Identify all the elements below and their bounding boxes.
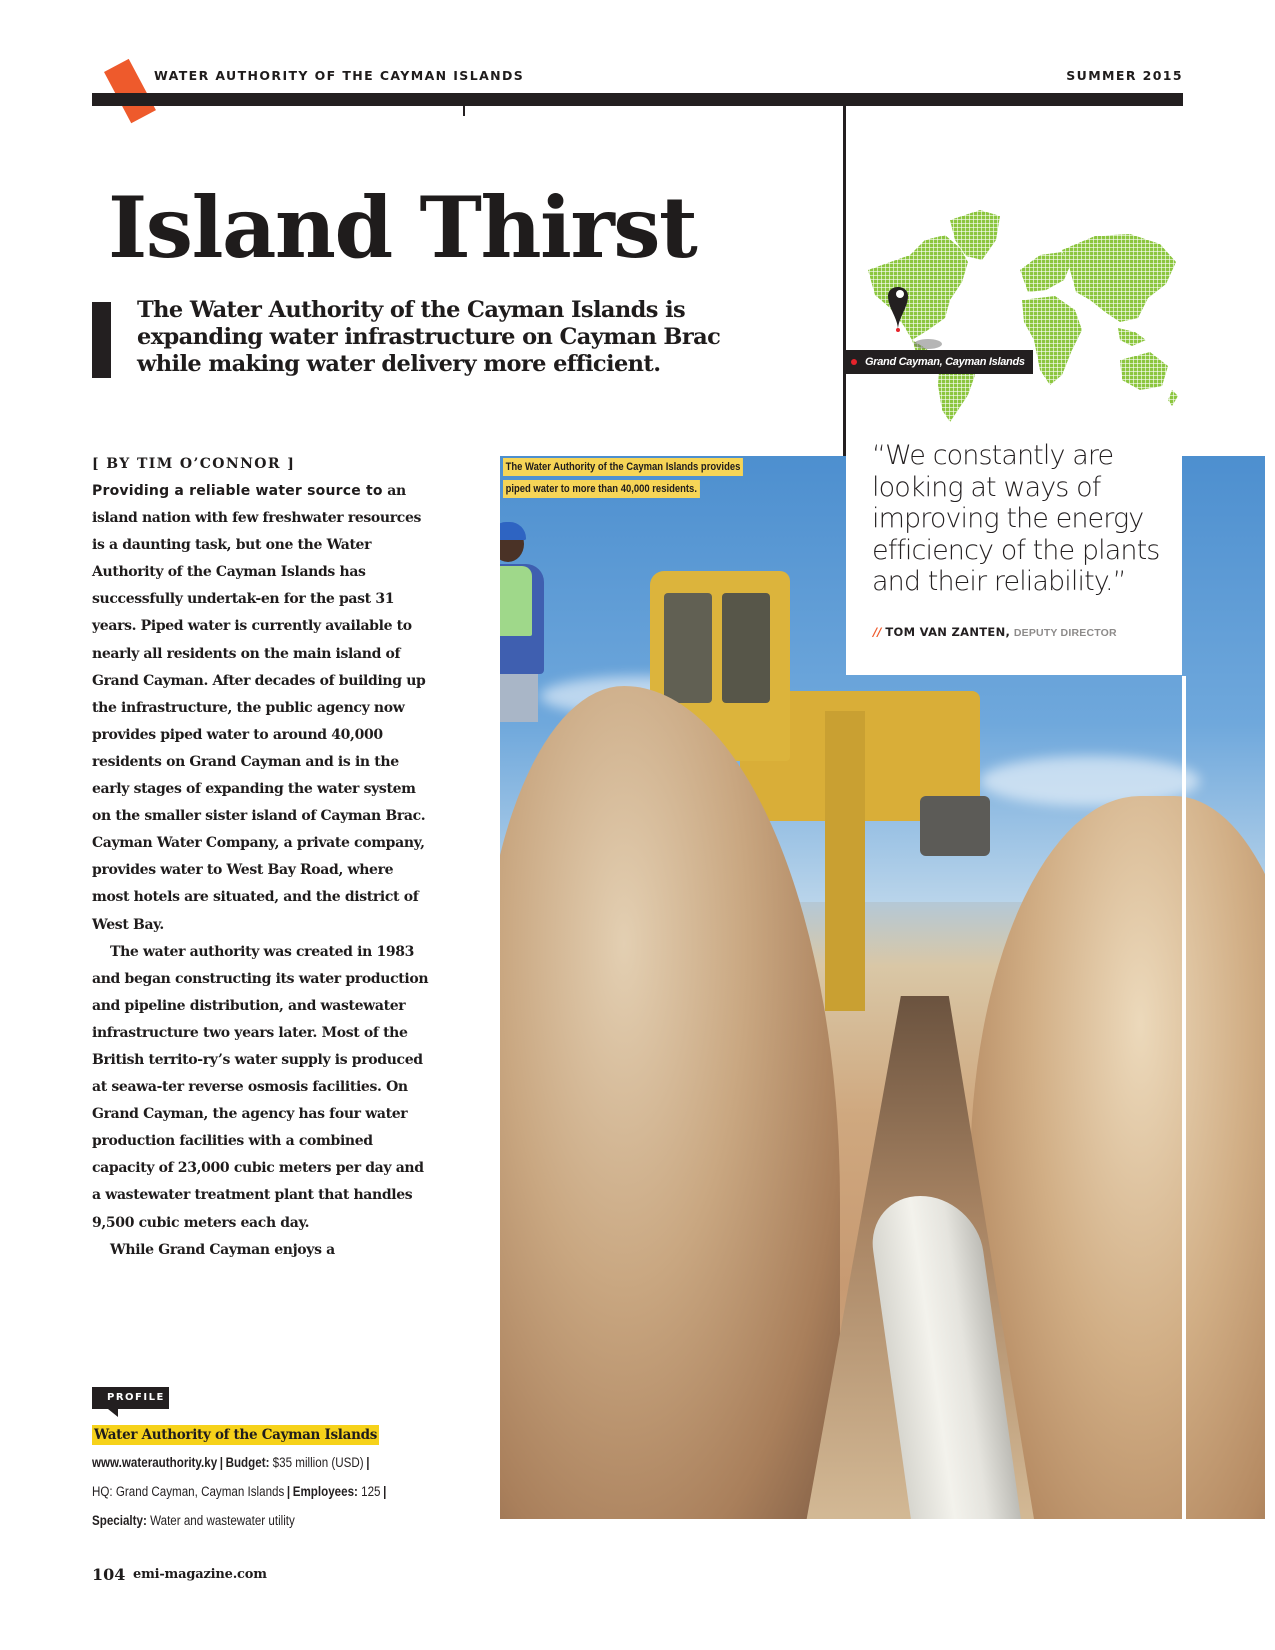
pull-quote-attribution — [873, 625, 1117, 639]
slashes-icon: // — [873, 625, 882, 639]
profile-tag: PROFILE — [92, 1387, 169, 1409]
photo-gutter — [1182, 676, 1186, 1519]
body-paragraph: The water authority was created in 1983 and began constructing its water production and pipeline distribution, and wastewater infrastructure two years later. Most of the British territo-ry’s water supply is produced at seawa-ter reverse osmosis facilities. On Grand Cayman, the agency has four water production facilities with a combined capacity of 23,000 cubic meters per day and a wastewater treatment plant that handles 9,500 cubic meters each day. — [92, 943, 429, 1231]
location-text: Grand Cayman, Cayman Islands — [865, 356, 1025, 368]
profile-specialty: Water and wastewater utility — [150, 1513, 295, 1528]
photo-caption: The Water Authority of the Cayman Islands provides piped water to more than 40,000 residents. — [503, 458, 782, 502]
profile-details: www.waterauthority.ky | Budget: $35 million (USD) | HQ: Grand Cayman, Cayman Islands | Employees: 125 | Specialty: Water and wastewater utility — [92, 1455, 387, 1528]
map-location-label — [845, 350, 1033, 374]
profile-hq: Grand Cayman, Cayman Islands — [115, 1484, 285, 1499]
article-deck: The Water Authority of the Cayman Islands is expanding water infrastructure on Cayman Brac while making water delivery more efficient. — [137, 297, 721, 377]
body-paragraph: Providing a reliable water source to an island nation with few freshwater resources is a daunting task, but one the Water Authority of the Cayman Islands has successfully undertak-en for the past 31 years. Piped water is currently available to nearly all residents on the main island of Grand Cayman. After decades of building up the infrastructure, the public agency now provides piped water to around 40,000 residents on Grand Cayman and is in the early stages of expanding the water system on the smaller sister island of Cayman Brac. Cayman Water Company, a private company, provides water to West Bay Road, where most hotels are situated, and the district of West Bay. — [92, 483, 426, 933]
site-url[interactable]: emi-magazine.com — [133, 1567, 267, 1582]
section-label: WATER AUTHORITY OF THE CAYMAN ISLANDS — [154, 68, 525, 83]
world-map-pin-icon — [850, 200, 1180, 422]
byline: [ BY TIM O’CONNOR ] — [92, 456, 296, 472]
pull-quote: “We constantly are looking at ways of improving the energy efficiency of the plants and their reliability.” — [872, 440, 1160, 597]
article-title: Island Thirst — [108, 178, 697, 277]
page-number: 104 — [92, 1565, 126, 1584]
profile-budget: $35 million (USD) — [272, 1455, 364, 1470]
lead-in: Providing a reliable water source to — [92, 483, 383, 499]
header-tick-divider — [463, 106, 465, 116]
body-paragraph: While Grand Cayman enjoys a — [110, 1241, 335, 1258]
profile-website[interactable]: www.waterauthority.ky — [92, 1455, 218, 1470]
emi-logo-ribbon-icon — [104, 59, 156, 123]
location-marker-icon — [851, 359, 857, 365]
profile-employees: 125 — [361, 1484, 381, 1499]
quote-speaker: TOM VAN ZANTEN, — [885, 625, 1011, 639]
article-body — [92, 478, 432, 1264]
issue-label: SUMMER 2015 — [1066, 68, 1183, 83]
deck-accent-bar — [92, 302, 111, 378]
header-rule — [92, 93, 1183, 106]
profile-company-name: Water Authority of the Cayman Islands — [94, 1427, 378, 1443]
quote-speaker-role: DEPUTY DIRECTOR — [1013, 627, 1117, 639]
